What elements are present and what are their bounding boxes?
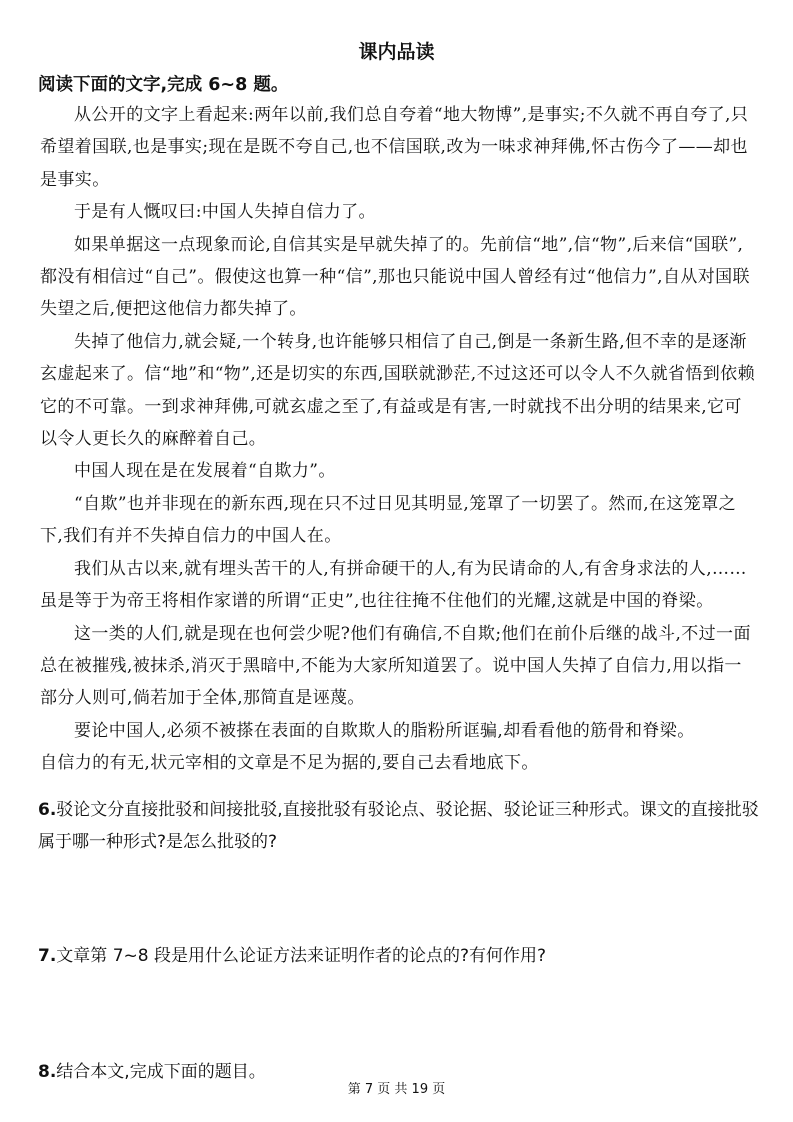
page-footer: 第 7 页 共 19 页 bbox=[347, 1082, 446, 1097]
passage-paragraph-2: 于是有人慨叹曰:中国人失掉自信力了。 bbox=[74, 202, 376, 223]
passage-paragraph-8: 这一类的人们,就是现在也何尝少呢?他们有确信,不自欺;他们在前仆后继的战斗,不过一面总在被摧残,被抹杀,消灭于黑暗中,不能为大家所知道罢了。说中国人失掉了自信力,用以指一部分人则可,倘若加于全体,那简直是诬蔑。 bbox=[40, 623, 751, 709]
passage-paragraph-4: 失掉了他信力,就会疑,一个转身,也许能够只相信了自己,倒是一条新生路,但不幸的是逐渐玄虚起来了。信“地”和“物”,还是切实的东西,国联就渺茫,不过这还可以令人不久就省悟到依赖它的不可靠。一到求神拜佛,可就玄虚之至了,有益或是有害,一时就找不出分明的结果来,它可以令人更长久的麻醉着自己。 bbox=[40, 331, 755, 450]
page-title: 课内品读 bbox=[358, 41, 435, 63]
question-text: 结合本文,完成下面的题目。 bbox=[56, 1062, 266, 1082]
passage-paragraph-3: 如果单据这一点现象而论,自信其实是早就失掉了的。先前信“地”,信“物”,后来信“国联”,都没有相信过“自己”。假使这也算一种“信”,那也只能说中国人曾经有过“他信力”,自从对国联失望之后,便把这他信力都失掉了。 bbox=[40, 234, 750, 320]
question-number: 6. bbox=[38, 800, 57, 820]
passage-paragraph-5: 中国人现在是在发展着“自欺力”。 bbox=[74, 461, 336, 482]
passage-paragraph-1: 从公开的文字上看起来:两年以前,我们总自夸着“地大物博”,是事实;不久就不再自夸了,只希望着国联,也是事实;现在是既不夸自己,也不信国联,改为一味求神拜佛,怀古伤今了——却也是事实。 bbox=[40, 105, 749, 190]
reading-passage bbox=[40, 99, 756, 780]
passage-paragraph-9: 要论中国人,必须不被搽在表面的自欺欺人的脂粉所诓骗,却看看他的筋骨和脊梁。 bbox=[74, 720, 695, 741]
question-7 bbox=[38, 940, 760, 972]
question-number: 8. bbox=[38, 1062, 57, 1082]
passage-paragraph-6: “自欺”也并非现在的新东西,现在只不过日见其明显,笼罩了一切罢了。然而,在这笼罩之下,我们有并不失掉自信力的中国人在。 bbox=[40, 493, 736, 547]
question-number: 7. bbox=[38, 946, 57, 966]
question-text: 文章第 7~8 段是用什么论证方法来证明作者的论点的?有何作用? bbox=[56, 946, 547, 966]
reading-instruction: 阅读下面的文字,完成 6~8 题。 bbox=[38, 75, 289, 95]
question-text: 驳论文分直接批驳和间接批驳,直接批驳有驳论点、驳论据、驳论证三种形式。课文的直接批驳属于哪一种形式?是怎么批驳的? bbox=[38, 800, 759, 852]
question-6 bbox=[38, 794, 760, 858]
passage-paragraph-7: 我们从古以来,就有埋头苦干的人,有拼命硬干的人,有为民请命的人,有舍身求法的人,……虽是等于为帝王将相作家谱的所谓“正史”,也往往掩不住他们的光耀,这就是中国的脊梁。 bbox=[40, 558, 747, 612]
passage-paragraph-10: 自信力的有无,状元宰相的文章是不足为据的,要自己去看地底下。 bbox=[40, 753, 539, 774]
